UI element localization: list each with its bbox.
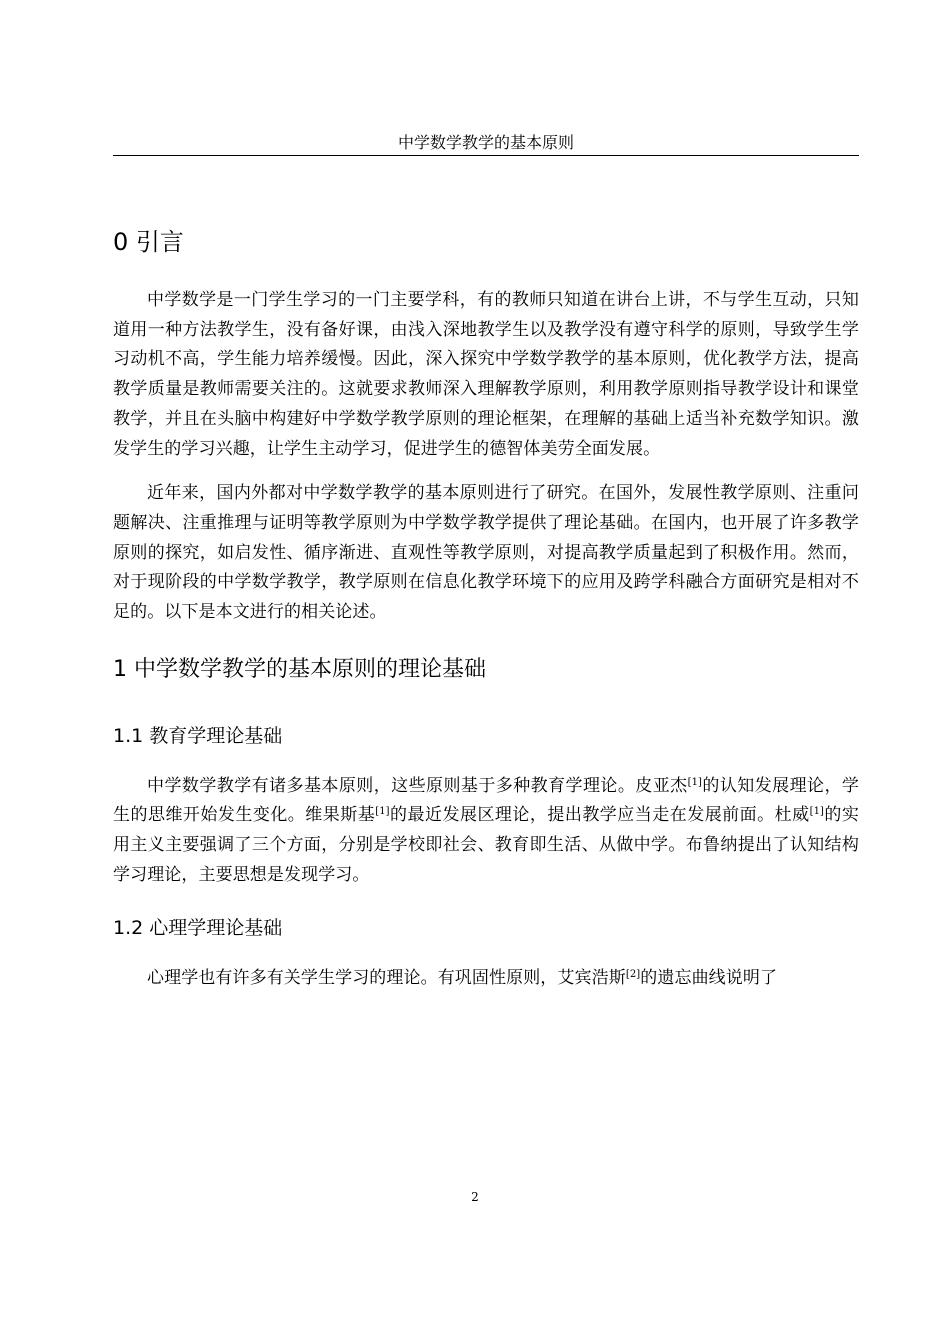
psychology-paragraph	[113, 964, 859, 994]
running-header: 中学数学教学的基本原则	[397, 133, 574, 152]
subsection-heading-education: 1.1 教育学理论基础	[113, 724, 283, 747]
header-rule	[113, 155, 859, 156]
citation-ref: [1]	[375, 806, 390, 818]
citation-ref: [2]	[625, 968, 641, 980]
psychology-text-2: 的遗忘曲线说明了	[640, 967, 778, 988]
education-text-4: 的实用主义主要强调了三个方面，分别是学校即社会、教育即生活、从做中学。布鲁纳提出了认知结构学习理论，主要思想是发现学习。	[113, 805, 860, 885]
section-heading-intro: 0 引言	[113, 228, 184, 256]
document-body	[113, 222, 859, 993]
psychology-text-1: 心理学也有许多有关学生学习的理论。有巩固性原则，艾宾浩斯	[147, 967, 626, 988]
intro-paragraph-1: 中学数学是一门学生学习的一门主要学科，有的教师只知道在讲台上讲，不与学生互动，只知道用一种方法教学生，没有备好课，由浅入深地教学生以及教学没有遵守科学的原则，导致学生学习动机不高，学生能力培养缓慢。因此，深入探究中学数学教学的基本原则，优化教学方法，提高教学质量是教师需要关注的。这就要求教师深入理解教学原则，利用教学原则指导教学设计和课堂教学，并且在头脑中构建好中学数学教学原则的理论框架，在理解的基础上适当补充数学知识。激发学生的学习兴趣，让学生主动学习，促进学生的德智体美劳全面发展。	[113, 290, 859, 459]
citation-ref: [1]	[809, 806, 825, 818]
section-heading-theory: 1 中学数学教学的基本原则的理论基础	[113, 656, 486, 682]
education-paragraph	[113, 772, 859, 891]
page-number: 2	[471, 1190, 479, 1204]
education-text-1: 中学数学教学有诸多基本原则，这些原则基于多种教育学理论。皮亚杰	[147, 775, 688, 796]
citation-ref: [1]	[687, 776, 703, 788]
subsection-heading-psychology: 1.2 心理学理论基础	[113, 916, 283, 939]
education-text-3: 的最近发展区理论，提出教学应当走在发展前面。杜威	[389, 805, 810, 826]
intro-paragraph-2: 近年来，国内外都对中学数学教学的基本原则进行了研究。在国外，发展性教学原则、注重问题解决、注重推理与证明等教学原则为中学数学教学提供了理论基础。在国内，也开展了许多教学原则的探究，如启发性、循序渐进、直观性等教学原则，对提高教学质量起到了积极作用。然而，对于现阶段的中学数学教学，教学原则在信息化教学环境下的应用及跨学科融合方面研究是相对不足的。以下是本文进行的相关论述。	[113, 483, 859, 623]
education-text-2: 的认知发展理论，学生的思维开始发生变化。维果斯基	[113, 775, 859, 826]
